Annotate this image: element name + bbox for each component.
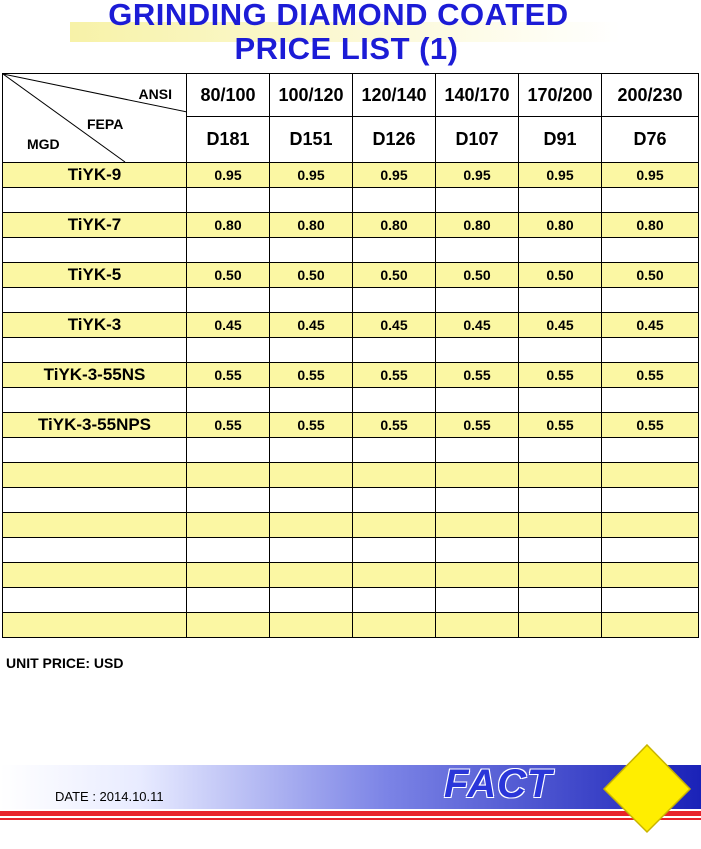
price-cell [519,338,602,363]
ansi-grade: 200/230 [602,74,699,117]
price-cell [187,538,270,563]
price-cell: 0.55 [353,413,436,438]
price-cell [270,438,353,463]
product-name-cell [3,513,187,538]
price-cell: 0.80 [602,213,699,238]
price-cell [353,588,436,613]
table-row [3,513,699,538]
price-cell [353,488,436,513]
price-cell: 0.50 [353,263,436,288]
price-cell [436,513,519,538]
price-cell [436,538,519,563]
table-row [3,488,699,513]
price-cell [602,288,699,313]
table-row [3,338,699,363]
price-cell: 0.50 [270,263,353,288]
price-cell [353,338,436,363]
price-cell: 0.80 [187,213,270,238]
product-name-cell [3,288,187,313]
product-name-cell: TiYK-7 [3,213,187,238]
unit-price-note: UNIT PRICE: USD [6,655,124,671]
header-corner-cell [3,74,187,163]
price-cell [436,438,519,463]
price-cell: 0.55 [436,413,519,438]
product-name-cell [3,388,187,413]
ansi-grade: 170/200 [519,74,602,117]
price-cell [270,488,353,513]
table-row [3,163,699,188]
price-cell: 0.55 [270,413,353,438]
price-cell [436,463,519,488]
table-row [3,438,699,463]
price-cell [436,238,519,263]
price-cell [187,488,270,513]
price-cell [436,488,519,513]
fepa-grade: D151 [270,117,353,163]
table-row [3,188,699,213]
price-cell [436,188,519,213]
price-cell: 0.55 [519,363,602,388]
price-cell: 0.55 [353,363,436,388]
table-row [3,538,699,563]
price-cell: 0.50 [602,263,699,288]
table-row [3,413,699,438]
price-cell [270,563,353,588]
fepa-grade: D126 [353,117,436,163]
fepa-grade: D76 [602,117,699,163]
price-cell [187,613,270,638]
price-cell: 0.45 [436,313,519,338]
product-name-cell: TiYK-5 [3,263,187,288]
price-cell [187,238,270,263]
table-row [3,588,699,613]
price-cell: 0.55 [602,363,699,388]
table-row [3,263,699,288]
ansi-grade: 140/170 [436,74,519,117]
price-cell: 0.80 [436,213,519,238]
product-name-cell: TiYK-3-55NS [3,363,187,388]
price-cell: 0.95 [602,163,699,188]
table-row [3,613,699,638]
price-cell [519,513,602,538]
price-cell [602,613,699,638]
price-cell [519,288,602,313]
price-cell [436,288,519,313]
price-cell [187,513,270,538]
price-cell: 0.45 [602,313,699,338]
product-name-cell [3,463,187,488]
price-cell [187,388,270,413]
product-name-cell [3,238,187,263]
table-row [3,238,699,263]
price-cell: 0.45 [353,313,436,338]
price-cell: 0.95 [436,163,519,188]
fact-logo: FACT [444,762,553,806]
fepa-grade: D107 [436,117,519,163]
price-cell [270,388,353,413]
price-cell [602,538,699,563]
price-cell [436,563,519,588]
price-cell: 0.45 [519,313,602,338]
price-cell [270,463,353,488]
table-row [3,463,699,488]
price-cell [519,488,602,513]
product-name-cell: TiYK-3 [3,313,187,338]
price-cell: 0.55 [187,413,270,438]
price-cell [436,613,519,638]
product-name-cell [3,338,187,363]
price-cell [270,588,353,613]
price-cell [519,613,602,638]
price-cell [436,388,519,413]
product-name-cell [3,538,187,563]
price-cell [353,463,436,488]
price-cell [519,563,602,588]
table-row [3,213,699,238]
footer-red-line [0,811,701,816]
price-cell: 0.55 [436,363,519,388]
price-cell [353,513,436,538]
price-cell [270,338,353,363]
table-row [3,363,699,388]
price-cell [353,438,436,463]
price-cell: 0.50 [436,263,519,288]
price-cell [270,513,353,538]
price-cell [519,388,602,413]
price-cell [187,188,270,213]
price-cell: 0.55 [519,413,602,438]
price-cell: 0.45 [270,313,353,338]
price-cell [519,463,602,488]
price-cell: 0.50 [519,263,602,288]
product-name-cell: TiYK-9 [3,163,187,188]
price-cell [187,338,270,363]
price-cell [602,513,699,538]
product-name-cell [3,188,187,213]
price-cell [270,613,353,638]
fepa-grade: D91 [519,117,602,163]
page-title-line2: PRICE LIST (1) [234,31,459,66]
ansi-grade: 80/100 [187,74,270,117]
price-cell [436,338,519,363]
price-cell [602,438,699,463]
fepa-label: FEPA [87,116,124,132]
mgd-label: MGD [27,136,60,152]
price-cell: 0.95 [187,163,270,188]
price-cell [602,188,699,213]
price-cell [187,288,270,313]
date-label: DATE : 2014.10.11 [55,789,164,804]
price-table [2,73,699,638]
table-row [3,563,699,588]
price-cell [519,188,602,213]
price-cell: 0.80 [353,213,436,238]
price-cell [187,438,270,463]
price-cell [602,488,699,513]
price-cell [353,238,436,263]
price-cell [187,463,270,488]
price-cell [602,388,699,413]
price-cell [519,588,602,613]
price-cell [602,563,699,588]
price-cell [519,438,602,463]
price-cell [602,238,699,263]
product-name-cell [3,438,187,463]
price-cell [602,588,699,613]
price-cell [270,538,353,563]
price-cell [353,288,436,313]
price-cell [187,588,270,613]
price-cell: 0.95 [519,163,602,188]
product-name-cell [3,613,187,638]
price-cell: 0.95 [270,163,353,188]
price-cell [353,538,436,563]
price-cell: 0.55 [187,363,270,388]
price-cell: 0.45 [187,313,270,338]
price-cell: 0.80 [270,213,353,238]
price-cell [270,238,353,263]
price-cell [187,563,270,588]
price-cell: 0.50 [187,263,270,288]
diamond-logo-icon [600,742,694,836]
product-name-cell: TiYK-3-55NPS [3,413,187,438]
price-cell: 0.55 [602,413,699,438]
ansi-grade: 100/120 [270,74,353,117]
price-cell [602,338,699,363]
table-row [3,313,699,338]
price-cell [519,538,602,563]
price-cell [353,188,436,213]
footer-red-line-thin [0,818,701,820]
price-cell [353,613,436,638]
product-name-cell [3,588,187,613]
price-cell [436,588,519,613]
price-cell [519,238,602,263]
table-row [3,388,699,413]
price-cell: 0.95 [353,163,436,188]
price-cell [353,563,436,588]
product-name-cell [3,563,187,588]
ansi-label: ANSI [138,86,172,102]
price-cell [270,188,353,213]
ansi-grade: 120/140 [353,74,436,117]
price-cell: 0.80 [519,213,602,238]
header-row-ansi [3,74,699,117]
price-cell [602,463,699,488]
fepa-grade: D181 [187,117,270,163]
price-cell [270,288,353,313]
price-cell [353,388,436,413]
price-cell: 0.55 [270,363,353,388]
product-name-cell [3,488,187,513]
page-title-line1: GRINDING DIAMOND COATED [108,0,569,32]
table-row [3,288,699,313]
